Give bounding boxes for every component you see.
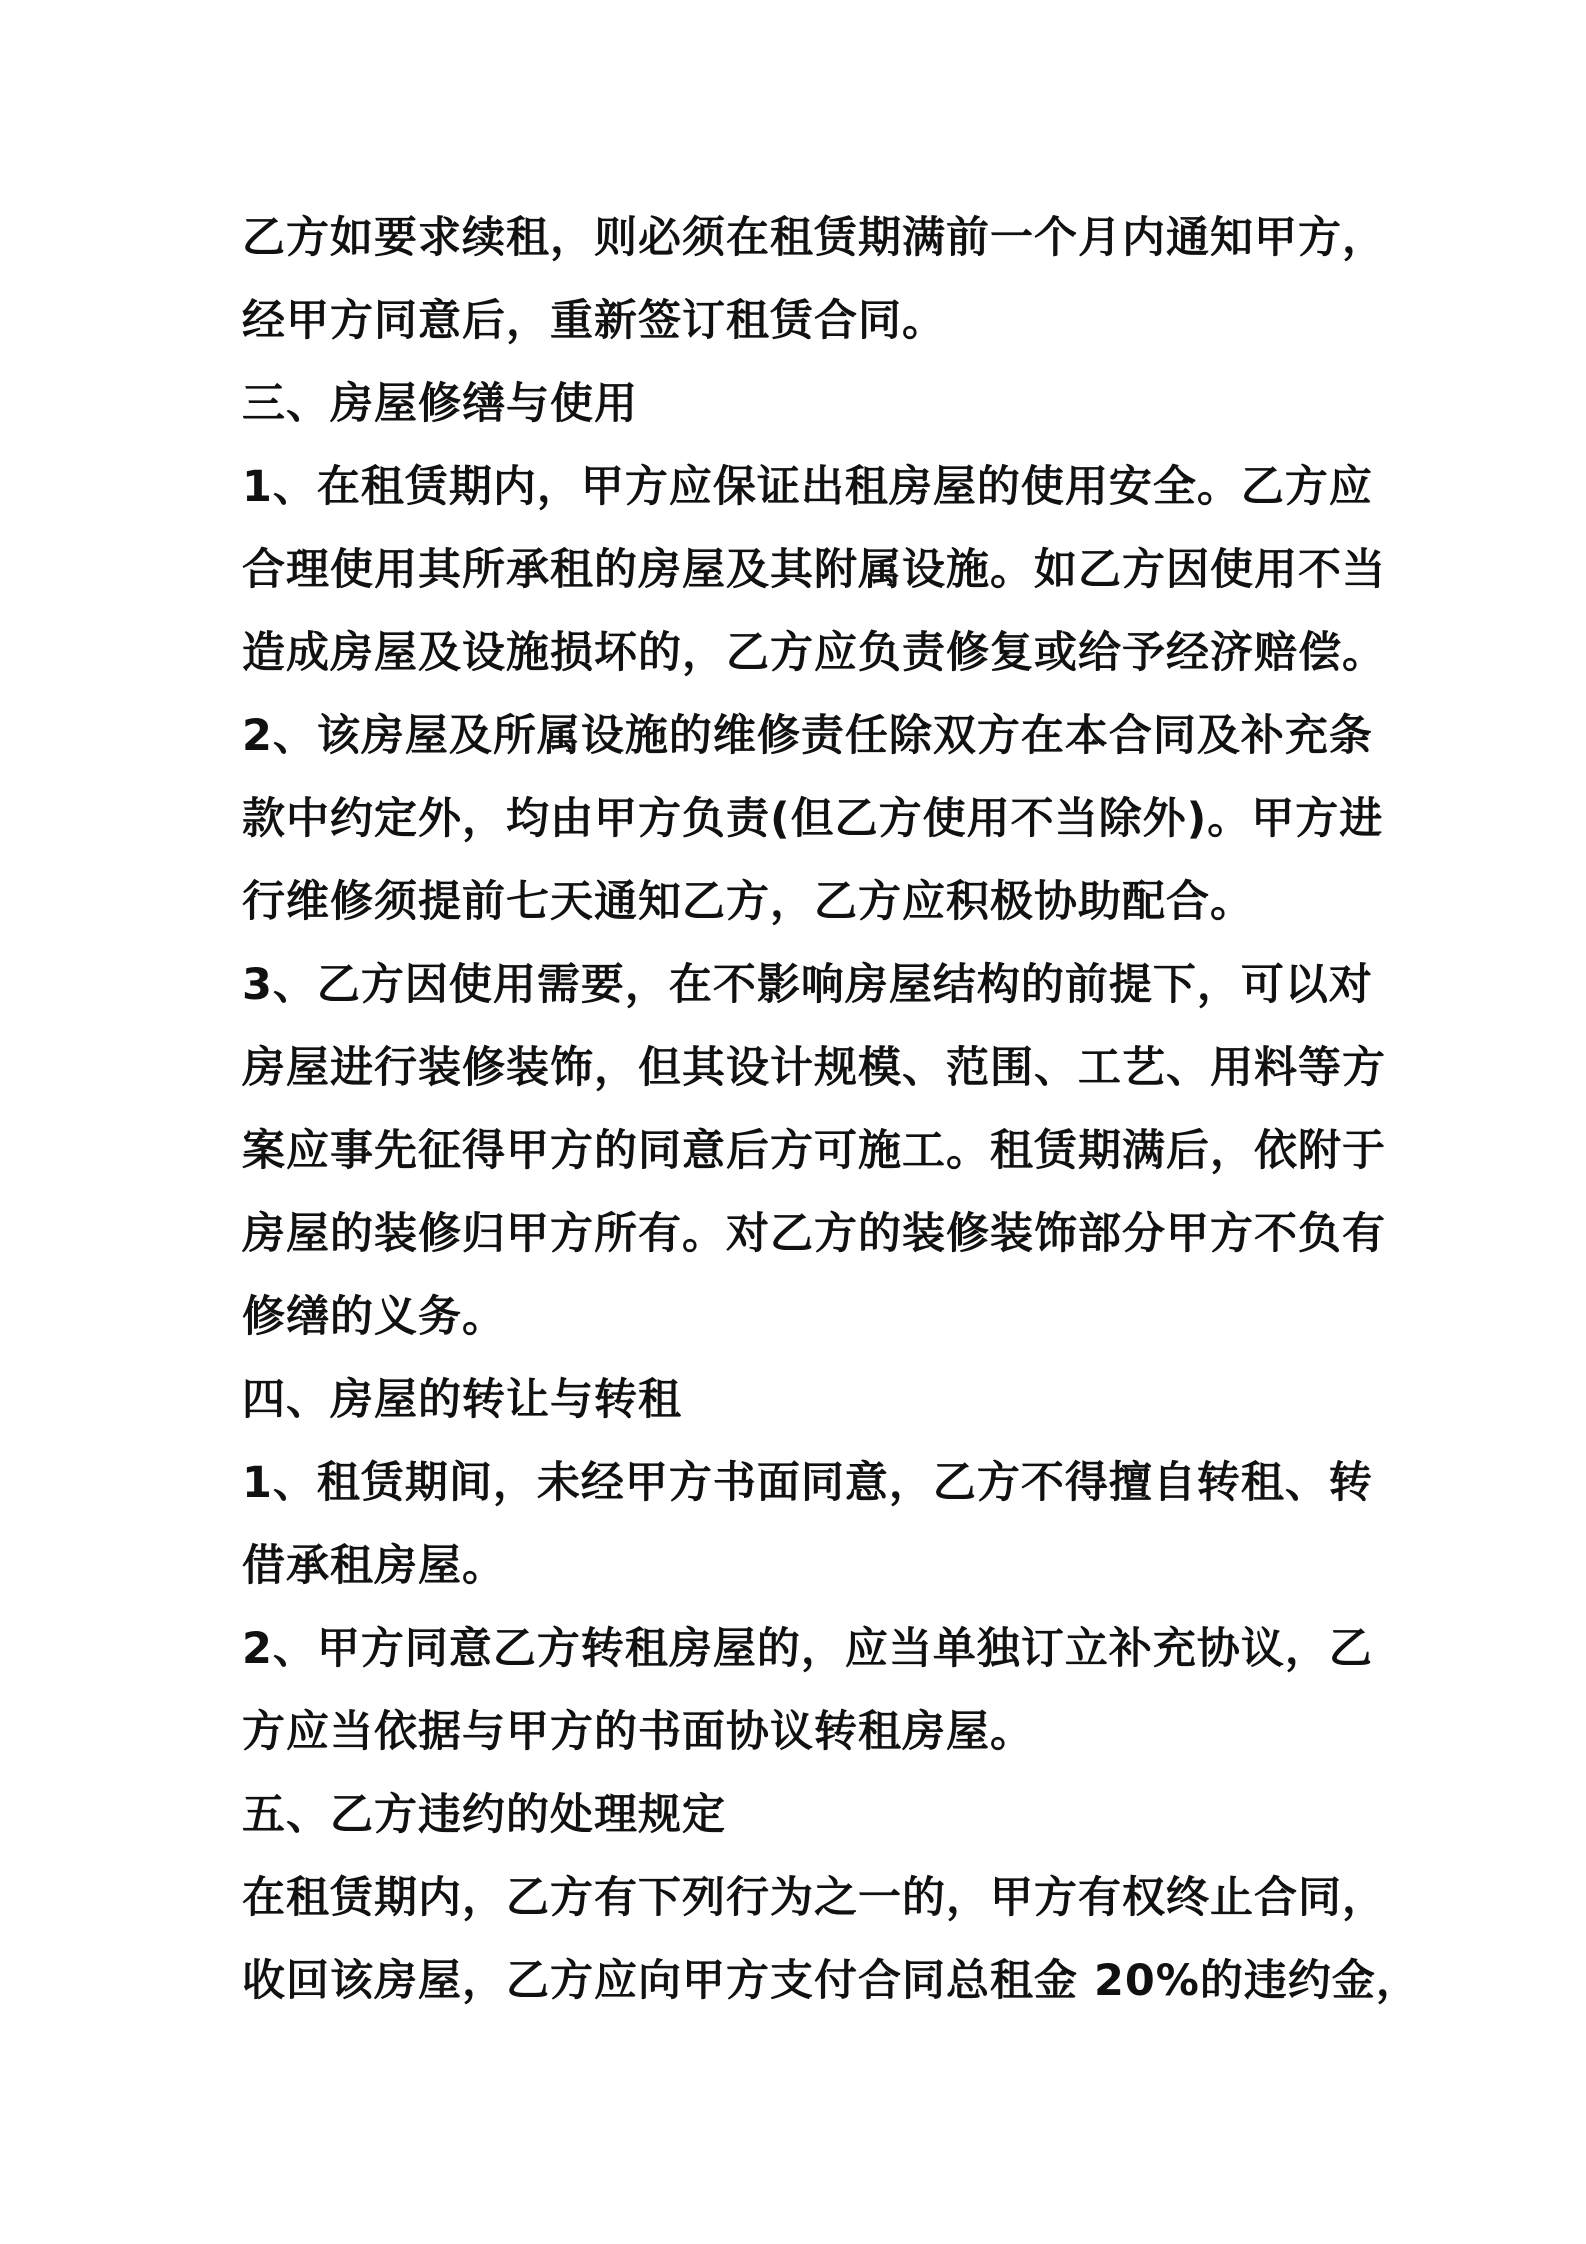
text-line: 款中约定外，均由甲方负责(但乙方使用不当除外)。甲方进 [242,794,1384,844]
section-heading: 三、房屋修缮与使用 [242,379,638,429]
text-line: 2、甲方同意乙方转租房屋的，应当单独订立补充协议，乙 [242,1624,1373,1674]
text-line: 借承租房屋。 [242,1541,506,1591]
text-line: 2、该房屋及所属设施的维修责任除双方在本合同及补充条 [242,711,1373,761]
text-line: 乙方如要求续租，则必须在租赁期满前一个月内通知甲方， [242,213,1386,263]
text-line: 经甲方同意后，重新签订租赁合同。 [242,296,946,346]
text-line: 合理使用其所承租的房屋及其附属设施。如乙方因使用不当 [242,545,1386,595]
text-line: 案应事先征得甲方的同意后方可施工。租赁期满后，依附于 [242,1126,1386,1176]
text-line: 行维修须提前七天通知乙方，乙方应积极协助配合。 [242,877,1254,927]
text-line: 修缮的义务。 [242,1292,506,1342]
text-line: 在租赁期内，乙方有下列行为之一的，甲方有权终止合同， [242,1873,1386,1923]
section-heading: 四、房屋的转让与转租 [242,1375,682,1425]
text-line: 1、租赁期间，未经甲方书面同意，乙方不得擅自转租、转 [242,1458,1373,1508]
text-line: 1、在租赁期内，甲方应保证出租房屋的使用安全。乙方应 [242,462,1373,512]
text-line: 造成房屋及设施损坏的，乙方应负责修复或给予经济赔偿。 [242,628,1386,678]
text-line: 房屋进行装修装饰，但其设计规模、范围、工艺、用料等方 [242,1043,1386,1093]
text-line: 方应当依据与甲方的书面协议转租房屋。 [242,1707,1034,1757]
text-line: 3、乙方因使用需要，在不影响房屋结构的前提下，可以对 [242,960,1373,1010]
text-line: 房屋的装修归甲方所有。对乙方的装修装饰部分甲方不负有 [242,1209,1386,1259]
section-heading: 五、乙方违约的处理规定 [242,1790,726,1840]
text-line: 收回该房屋，乙方应向甲方支付合同总租金 20%的违约金， [242,1956,1420,2006]
contract-text [242,197,1420,2023]
